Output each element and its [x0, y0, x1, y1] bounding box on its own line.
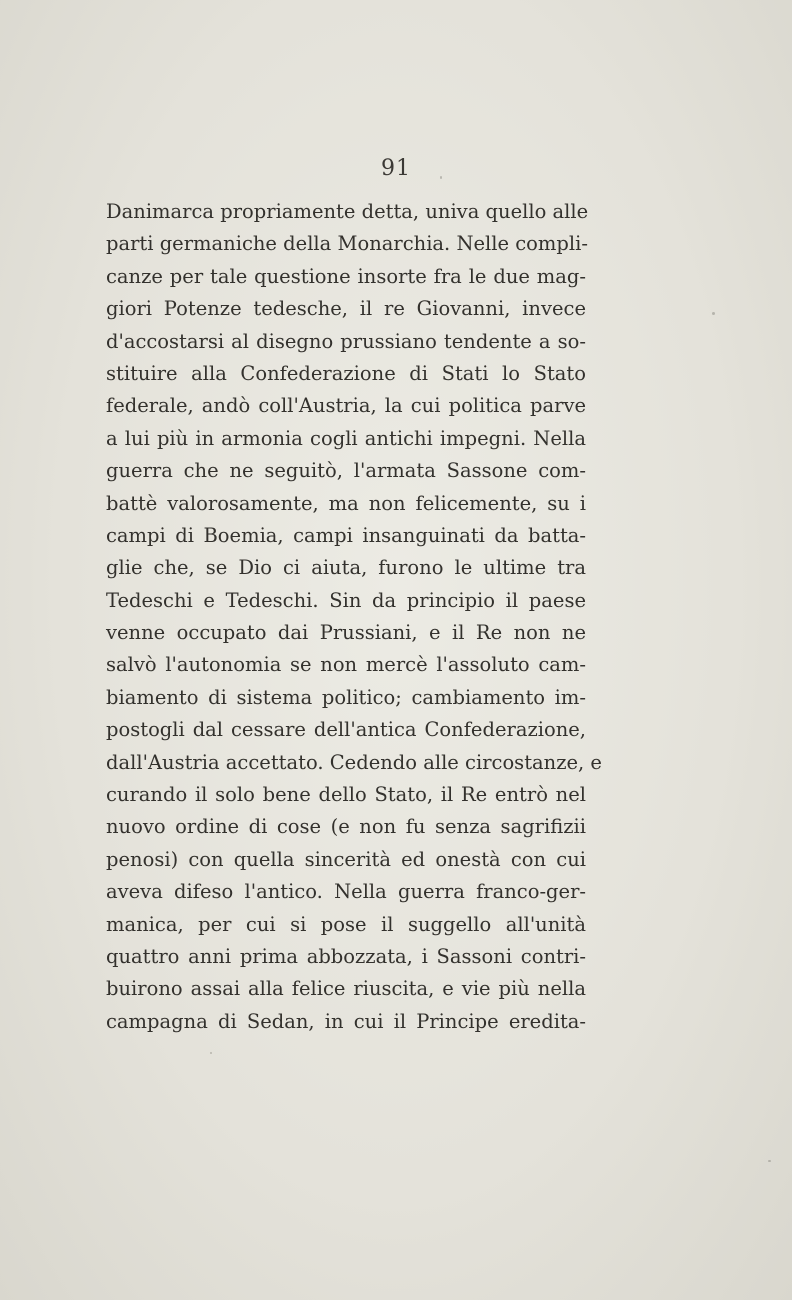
paper-speck: [712, 312, 715, 315]
page-number: 91: [381, 156, 411, 181]
text-line: venne occupato dai Prussiani, e il Re non ne: [106, 621, 586, 645]
text-line: nuovo ordine di cose (e non fu senza sagrifizii: [106, 815, 586, 839]
text-line: stituire alla Confederazione di Stati lo Stato: [106, 361, 586, 385]
text-line: parti germaniche della Monarchia. Nelle compli-: [106, 232, 588, 256]
text-line: buirono assai alla felice riuscita, e vie più nella: [106, 977, 586, 1001]
text-line: federale, andò coll'Austria, la cui politica parve: [106, 394, 586, 418]
text-line: canze per tale questione insorte fra le due mag-: [106, 264, 586, 288]
text-line: giori Potenze tedesche, il re Giovanni, invece: [106, 297, 586, 321]
text-line: curando il solo bene dello Stato, il Re entrò nel: [106, 783, 586, 807]
text-line: campagna di Sedan, in cui il Principe eredita-: [106, 1009, 586, 1033]
text-line: penosi) con quella sincerità ed onestà con cui: [106, 847, 586, 871]
text-line: glie che, se Dio ci aiuta, furono le ultime tra: [106, 556, 586, 580]
text-line: Tedeschi e Tedeschi. Sin da principio il paese: [106, 588, 586, 612]
text-line: postogli dal cessare dell'antica Confederazione,: [106, 718, 586, 742]
text-line: battè valorosamente, ma non felicemente, su i: [106, 491, 586, 515]
text-line: Danimarca propriamente detta, univa quello alle: [106, 200, 589, 223]
text-line: salvò l'autonomia se non mercè l'assoluto cam-: [106, 653, 586, 677]
text-line: dall'Austria accettato. Cedendo alle circostanze, e: [106, 750, 602, 774]
text-line: aveva difeso l'antico. Nella guerra franco-ger-: [106, 880, 586, 904]
paper-speck: [440, 176, 442, 179]
paper-speck: [768, 1160, 771, 1162]
text-line: d'accostarsi al disegno prussiano tendente a so-: [106, 329, 586, 353]
body-text: [106, 196, 602, 1038]
text-line: quattro anni prima abbozzata, i Sassoni contri-: [106, 944, 586, 968]
text-line: biamento di sistema politico; cambiamento im-: [106, 685, 586, 709]
text-line: guerra che ne seguitò, l'armata Sassone com-: [106, 459, 586, 483]
text-line: manica, per cui si pose il suggello all'unità: [106, 912, 586, 936]
text-line: campi di Boemia, campi insanguinati da batta-: [106, 523, 586, 547]
paper-speck: [210, 1052, 212, 1054]
text-line: a lui più in armonia cogli antichi impegni. Nella: [106, 426, 586, 450]
